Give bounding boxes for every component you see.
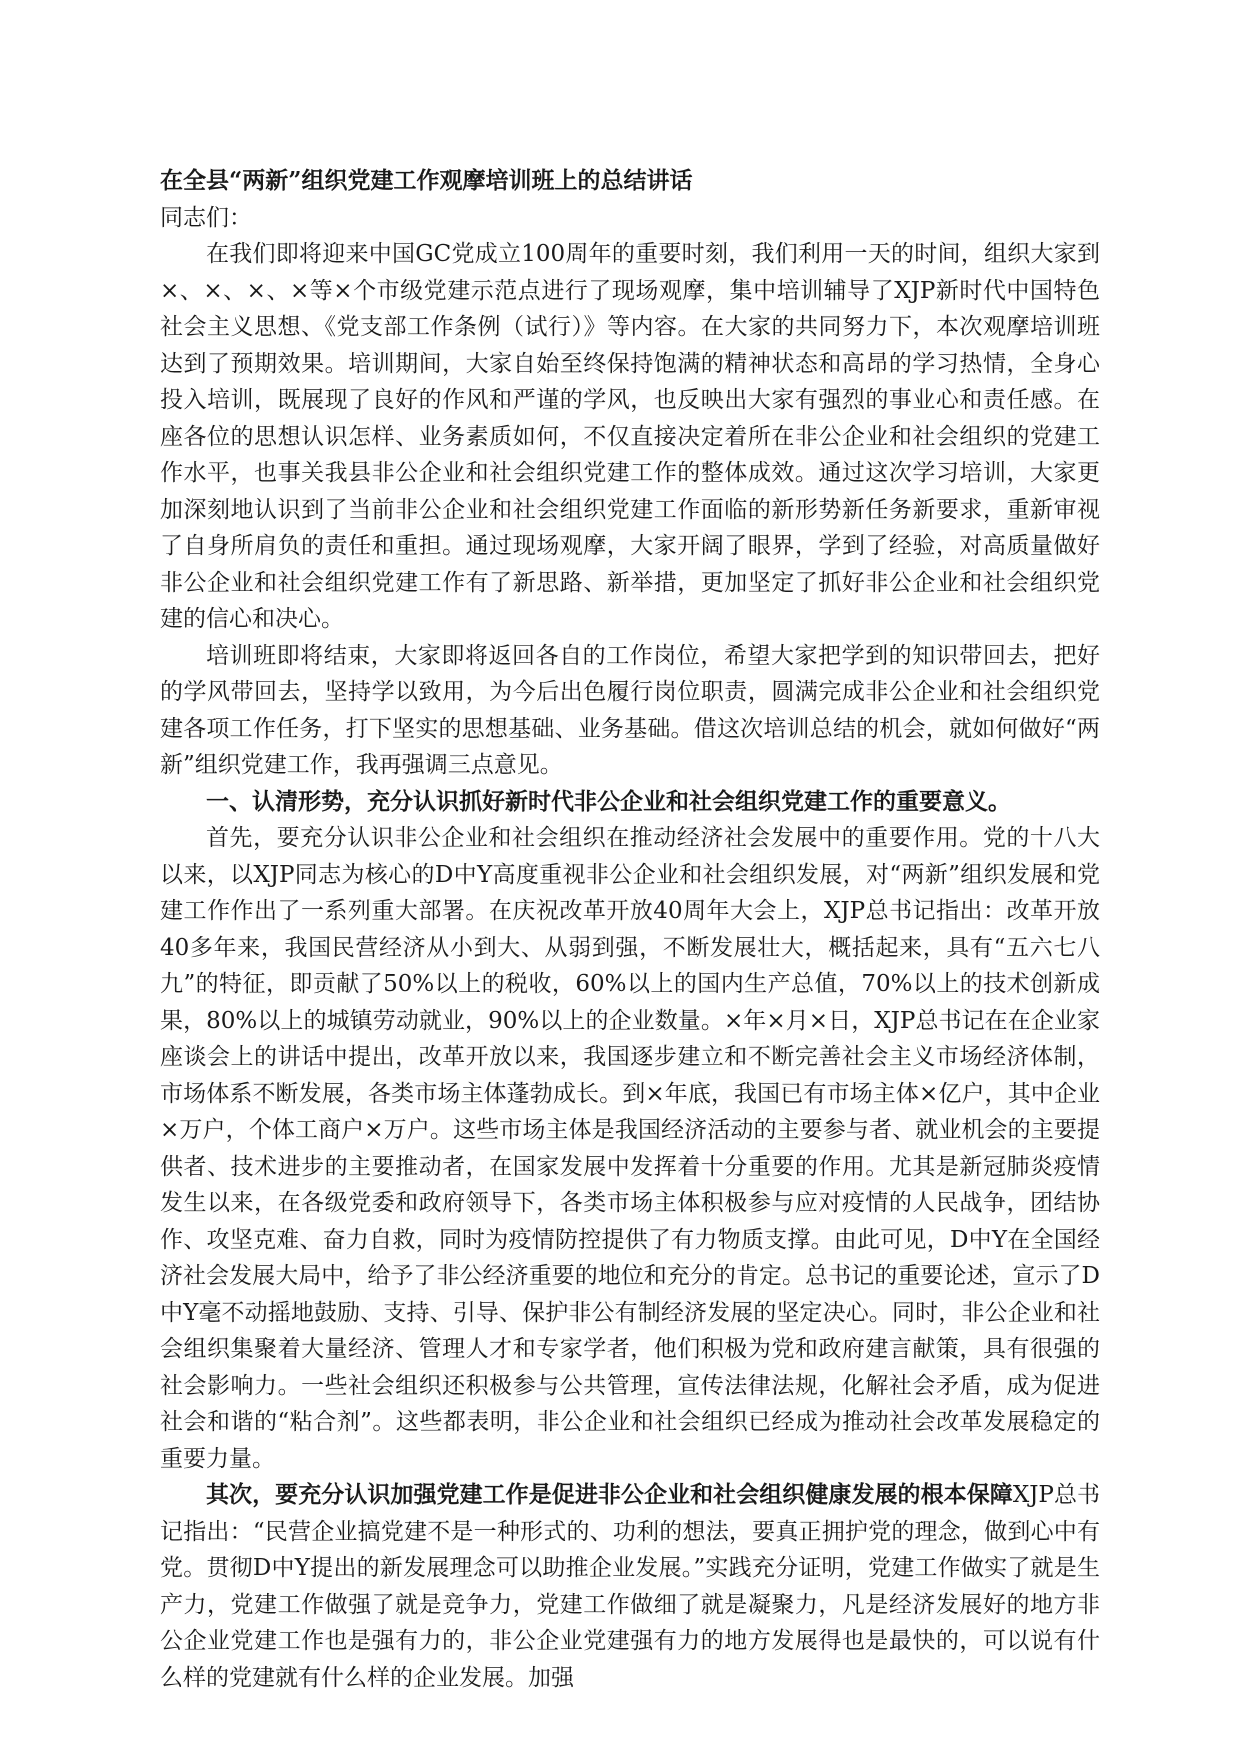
- salutation: 同志们：: [160, 204, 252, 231]
- section-heading: 一、认清形势，充分认识抓好新时代非公企业和社会组织党建工作的重要意义。: [206, 787, 1011, 815]
- body-paragraph: 首先，要充分认识非公企业和社会组织在推动经济社会发展中的重要作用。党的十八大以来，以XJP同志为核心的D中Y高度重视非公企业和社会组织发展，对“两新”组织发展和党建工作作出了一系列重大部署。在庆祝改革开放40周年大会上，XJP总书记指出：改革开放40多年来，我国民营经济从小到大、从弱到强，不断发展壮大，概括起来，具有“五六七八九”的特征，即贡献了50%以上的税收，60%以上的国内生产总值，70%以上的技术创新成果，80%以上的城镇劳动就业，90%以上的企业数量。×年×月×日，XJP总书记在在企业家座谈会上的讲话中提出，改革开放以来，我国逐步建立和不断完善社会主义市场经济体制，市场体系不断发展，各类市场主体蓬勃成长。到×年底，我国已有市场主体×亿户，其中企业×万户，个体工商户×万户。这些市场主体是我国经济活动的主要参与者、就业机会的主要提供者、技术进步的主要推动者，在国家发展中发挥着十分重要的作用。尤其是新冠肺炎疫情发生以来，在各级党委和政府领导下，各类市场主体积极参与应对疫情的人民战争，团结协作、攻坚克难、奋力自救，同时为疫情防控提供了有力物质支撑。由此可见，D中Y在全国经济社会发展大局中，给予了非公经济重要的地位和充分的肯定。总书记的重要论述，宣示了D中Y毫不动摇地鼓励、支持、引导、保护非公有制经济发展的坚定决心。同时，非公企业和社会组织集聚着大量经济、管理人才和专家学者，他们积极为党和政府建言献策，具有很强的社会影响力。一些社会组织还积极参与公共管理，宣传法律法规，化解社会矛盾，成为促进社会和谐的“粘合剂”。这些都表明，非公企业和社会组织已经成为推动社会改革发展稳定的重要力量。: [160, 825, 1100, 1472]
- body-paragraph: 在我们即将迎来中国GC党成立100周年的重要时刻，我们利用一天的时间，组织大家到×、×、×、×等×个市级党建示范点进行了现场观摩，集中培训辅导了XJP新时代中国特色社会主义思想、《党支部工作条例（试行）》等内容。在大家的共同努力下，本次观摩培训班达到了预期效果。培训期间，大家自始至终保持饱满的精神状态和高昂的学习热情，全身心投入培训，既展现了良好的作风和严谨的学风，也反映出大家有强烈的事业心和责任感。在座各位的思想认识怎样、业务素质如何，不仅直接决定着所在非公企业和社会组织的党建工作水平，也事关我县非公企业和社会组织党建工作的整体成效。通过这次学习培训，大家更加深刻地认识到了当前非公企业和社会组织党建工作面临的新形势新任务新要求，重新审视了自身所肩负的责任和重担。通过现场观摩，大家开阔了眼界，学到了经验，对高质量做好非公企业和社会组织党建工作有了新思路、新举措，更加坚定了抓好非公企业和社会组织党建的信心和决心。: [160, 241, 1100, 632]
- paragraph-lead-heading: 其次，要充分认识加强党建工作是促进非公企业和社会组织健康发展的根本保障: [206, 1481, 1013, 1508]
- body-paragraph: 培训班即将结束，大家即将返回各自的工作岗位，希望大家把学到的知识带回去，把好的学风带回去，坚持学以致用，为今后出色履行岗位职责，圆满完成非公企业和社会组织党建各项工作任务，打下坚实的思想基础、业务基础。借这次培训总结的机会，就如何做好“两新”组织党建工作，我再强调三点意见。: [160, 642, 1100, 778]
- document-page: [160, 163, 1100, 1696]
- document-title: 在全县“两新”组织党建工作观摩培训班上的总结讲话: [160, 167, 693, 194]
- body-paragraph: [160, 1477, 1100, 1696]
- paragraph-body: XJP总书记指出：“民营企业搞党建不是一种形式的、功利的想法，要真正拥护党的理念，做到心中有党。贯彻D中Y提出的新发展理念可以助推企业发展。”实践充分证明，党建工作做实了就是生产力，党建工作做强了就是竞争力，党建工作做细了就是凝聚力，凡是经济发展好的地方非公企业党建工作也是强有力的，非公企业党建强有力的地方发展得也是最快的，可以说有什么样的党建就有什么样的企业发展。加强: [160, 1482, 1101, 1691]
